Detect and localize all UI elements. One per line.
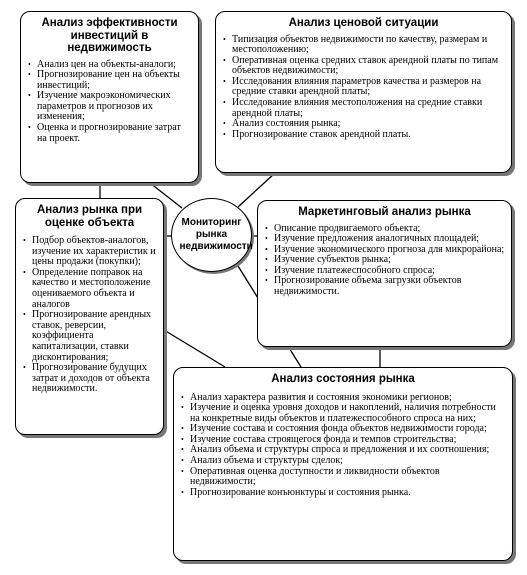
list-item: • Типизация объектов недвижимости по качеству, размерам и местоположению;	[222, 35, 505, 56]
connector-valuation-state	[164, 330, 225, 367]
list-item: • Анализ характера развития и состояния экономики регионов;	[180, 393, 506, 404]
list-item: • Оперативная оценка средних ставок арендной платы по типам объектов недвижимости;	[222, 56, 505, 77]
market-state-box	[173, 367, 513, 561]
list-item: • Исследование влияния местоположения на средние ставки арендной платы;	[222, 98, 505, 119]
list-item: • Изучение предложения аналогичных площадей;	[264, 234, 505, 245]
list-item: • Изучение и оценка уровня доходов и накоплений, наличия потребности на конкретные виды объектов и платежеспособного спроса на них;	[180, 403, 506, 424]
list-item: • Прогнозирование объема загрузки объектов недвижимости.	[264, 276, 505, 297]
marketing-analysis-title: Маркетинговый анализ рынка	[298, 206, 471, 218]
price-situation-box	[215, 11, 512, 173]
list-item: • Анализ состояния рынка;	[222, 119, 505, 130]
center-node-label: Мониторинг рынка недвижимости	[179, 217, 253, 252]
center-node-market-monitoring	[171, 198, 252, 272]
price-situation-list	[222, 35, 505, 141]
market-state-list	[180, 393, 506, 499]
list-item: • Прогнозирование арендных ставок, реверсии, коэффициента капитализации, ставки дисконтирования;	[22, 310, 157, 363]
list-item: • Прогнозирование цен на объекты инвестиций;	[27, 70, 192, 91]
list-item: • Исследования влияния параметров качества и размеров на средние ставки арендной платы;	[222, 77, 505, 98]
list-item: • Прогнозирование будущих затрат и доходов от объекта недвижимости.	[22, 363, 157, 395]
list-item: • Изучение макроэкономических параметров и прогнозов их изменения;	[27, 91, 192, 123]
list-item: • Прогнозирование конъюнктуры и состояния рынка.	[180, 488, 506, 499]
list-item: • Анализ цен на объекты-аналоги;	[27, 60, 192, 71]
list-item: • Описание продвигаемого объекта;	[264, 224, 505, 235]
list-item: • Изучение субъектов рынка;	[264, 255, 505, 266]
list-item: • Изучение экономического прогноза для микрорайона;	[264, 245, 505, 256]
list-item: • Оперативная оценка доступности и ликвидности объектов недвижимости;	[180, 467, 506, 488]
investment-analysis-list	[27, 60, 192, 145]
marketing-analysis-box	[257, 200, 512, 347]
list-item: • Прогнозирование ставок арендной платы.	[222, 130, 505, 141]
list-item: • Изучение платежеспособного спроса;	[264, 266, 505, 277]
list-item: • Изучение состава строящегося фонда и темпов строительства;	[180, 435, 506, 446]
market-state-title: Анализ состояния рынка	[271, 373, 415, 385]
list-item: • Подбор объектов-аналогов, изучение их характеристик и цены продажи (покупки);	[22, 236, 157, 268]
list-item: • Анализ объема и структуры спроса и предложения и их соотношения;	[180, 445, 506, 456]
list-item: • Изучение состава и состояния фонда объектов недвижимости города;	[180, 424, 506, 435]
valuation-analysis-box	[15, 198, 164, 435]
investment-analysis-box	[20, 11, 199, 183]
list-item: • Анализ объема и структуры сделок;	[180, 456, 506, 467]
price-situation-title: Анализ ценовой ситуации	[288, 17, 439, 29]
list-item: • Определение поправок на качество и местоположение оцениваемого объекта и аналогов	[22, 268, 157, 310]
investment-analysis-title: Анализ эффективности инвестиций в недвижимость	[41, 17, 178, 54]
valuation-analysis-title: Анализ рынка при оценке объекта	[36, 204, 143, 229]
valuation-analysis-list	[22, 236, 157, 395]
list-item: • Оценка и прогнозирование затрат на проект.	[27, 123, 192, 144]
marketing-analysis-list	[264, 224, 505, 298]
